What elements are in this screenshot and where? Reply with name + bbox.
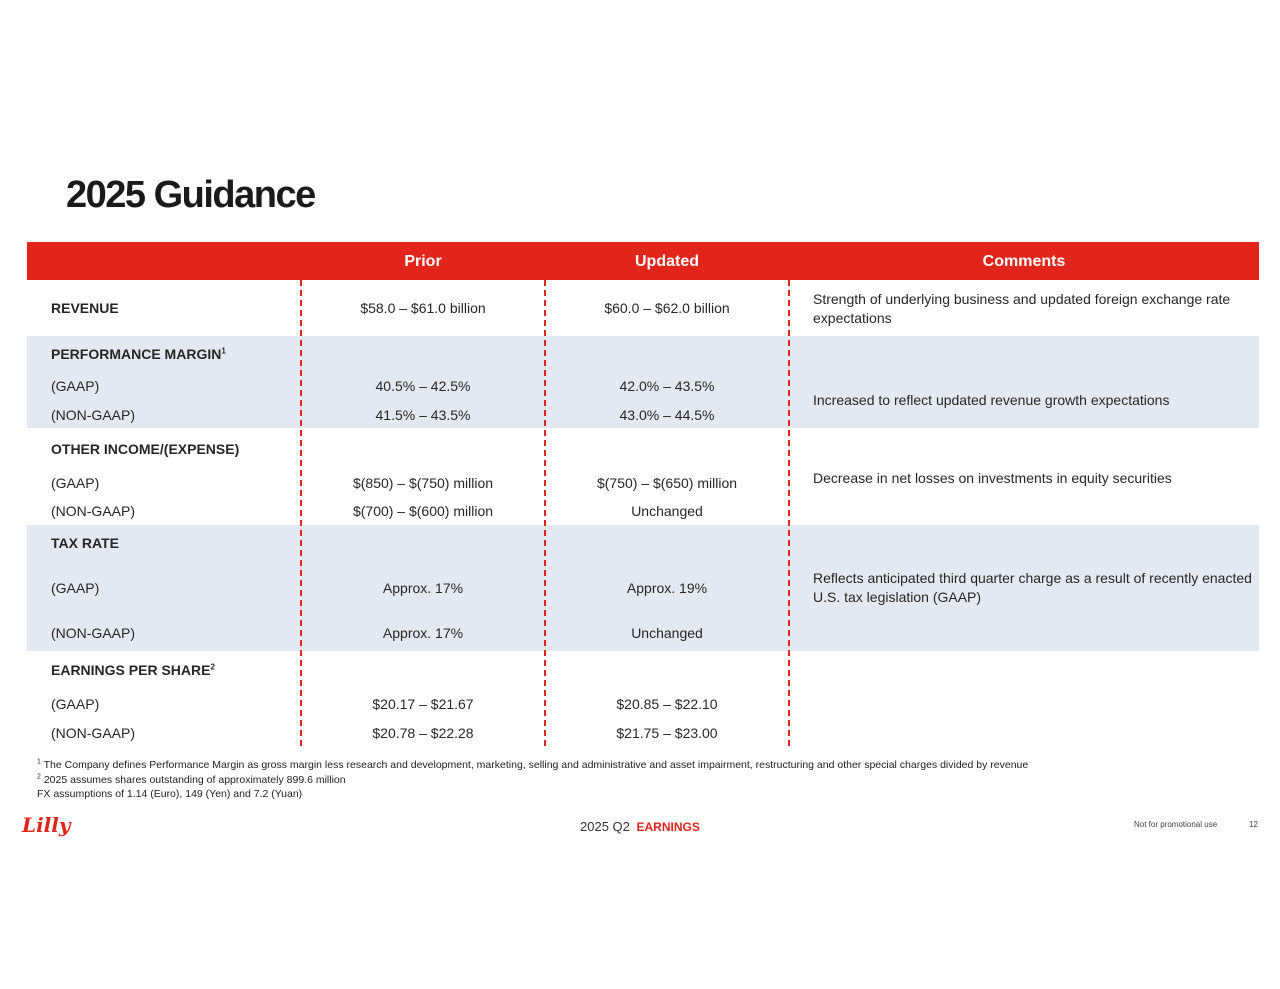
performance-margin-gaap-label: (GAAP) xyxy=(51,378,100,394)
tax-rate-gaap-label: (GAAP) xyxy=(51,580,100,596)
other-income-nongaap-prior: $(700) – $(600) million xyxy=(352,503,494,519)
other-income-comment: Decrease in net losses on investments in equity securities xyxy=(813,470,1172,486)
footnote-2 xyxy=(37,773,1028,788)
other-income-nongaap-label: (NON-GAAP) xyxy=(51,503,135,519)
guidance-table xyxy=(27,242,1259,750)
tax-rate-gaap-updated: Approx. 19% xyxy=(626,580,708,596)
revenue-label: REVENUE xyxy=(51,300,119,316)
footer-title-prefix: 2025 Q2 xyxy=(580,819,630,834)
eps-gaap-updated: $20.85 – $22.10 xyxy=(616,696,718,712)
performance-margin-comment: Increased to reflect updated revenue growth expectations xyxy=(813,392,1170,408)
eps-nongaap-label: (NON-GAAP) xyxy=(51,725,135,741)
header-prior: Prior xyxy=(404,253,442,270)
fx-note: FX assumptions of 1.14 (Euro), 149 (Yen) and 7.2 (Yuan) xyxy=(37,788,303,800)
footnote-1-text: The Company defines Performance Margin as gross margin less research and development, marketing, selling and administrative and asset impairment, restructuring and other special charges divided by revenue xyxy=(43,759,1029,771)
footnote-2-mark: 2 xyxy=(37,773,41,780)
revenue-section xyxy=(27,280,1259,336)
footnotes xyxy=(37,758,1028,802)
performance-margin-nongaap-updated: 43.0% – 44.5% xyxy=(619,407,715,423)
tax-rate-label: TAX RATE xyxy=(51,535,119,551)
footnote-1 xyxy=(37,758,1028,773)
performance-margin-gaap-prior: 40.5% – 42.5% xyxy=(375,378,471,394)
column-divider-1 xyxy=(300,280,302,746)
footer-title xyxy=(580,819,700,834)
header-label-cell xyxy=(27,242,301,280)
other-income-section xyxy=(27,428,1259,525)
footnote-2-text: 2025 assumes shares outstanding of approximately 899.6 million xyxy=(43,773,346,786)
lilly-logo-text: Lilly xyxy=(22,813,71,837)
tax-rate-comment: Reflects anticipated third quarter charge as a result of recently enacted U.S. tax legislation (GAAP) xyxy=(813,570,1252,605)
tax-rate-nongaap-prior: Approx. 17% xyxy=(382,625,464,641)
footnote-mark-1: 1 xyxy=(221,346,226,356)
performance-margin-nongaap-prior: 41.5% – 43.5% xyxy=(375,407,471,423)
tax-rate-nongaap-label: (NON-GAAP) xyxy=(51,625,135,641)
eps-label xyxy=(51,662,215,678)
eps-section xyxy=(27,651,1259,750)
performance-margin-nongaap-label: (NON-GAAP) xyxy=(51,407,135,423)
performance-margin-section xyxy=(27,336,1259,428)
other-income-gaap-label: (GAAP) xyxy=(51,475,100,491)
performance-margin-label xyxy=(51,346,226,362)
lilly-logo xyxy=(21,810,73,842)
header-comments: Comments xyxy=(982,253,1066,270)
page-title: 2025 Guidance xyxy=(66,174,315,216)
tax-rate-gaap-prior: Approx. 17% xyxy=(382,580,464,596)
table-header-row xyxy=(27,242,1259,280)
tax-rate-nongaap-updated: Unchanged xyxy=(631,625,703,641)
eps-label-text: EARNINGS PER SHARE xyxy=(51,662,211,678)
eps-nongaap-updated: $21.75 – $23.00 xyxy=(616,725,718,741)
column-divider-3 xyxy=(788,280,790,746)
revenue-comment: Strength of underlying business and updated foreign exchange rate expectations xyxy=(813,291,1231,326)
performance-margin-gaap-updated: 42.0% – 43.5% xyxy=(619,378,715,394)
other-income-label: OTHER INCOME/(EXPENSE) xyxy=(51,441,240,457)
footnote-1-mark: 1 xyxy=(37,758,41,766)
tax-rate-section xyxy=(27,525,1259,651)
revenue-updated: $60.0 – $62.0 billion xyxy=(604,300,730,316)
revenue-prior: $58.0 – $61.0 billion xyxy=(360,300,486,316)
header-updated: Updated xyxy=(635,253,699,270)
eps-nongaap-prior: $20.78 – $22.28 xyxy=(372,725,474,741)
performance-margin-label-text: PERFORMANCE MARGIN xyxy=(51,346,222,362)
other-income-nongaap-updated: Unchanged xyxy=(631,503,703,519)
eps-gaap-prior: $20.17 – $21.67 xyxy=(372,696,474,712)
footer-title-accent: EARNINGS xyxy=(636,820,700,834)
other-income-gaap-updated: $(750) – $(650) million xyxy=(596,475,738,491)
promo-disclaimer: Not for promotional use xyxy=(1134,820,1218,829)
column-divider-2 xyxy=(544,280,546,746)
other-income-gaap-prior: $(850) – $(750) million xyxy=(352,475,494,491)
page-number: 12 xyxy=(1249,820,1258,829)
footnote-mark-2: 2 xyxy=(210,662,215,672)
eps-gaap-label: (GAAP) xyxy=(51,696,100,712)
